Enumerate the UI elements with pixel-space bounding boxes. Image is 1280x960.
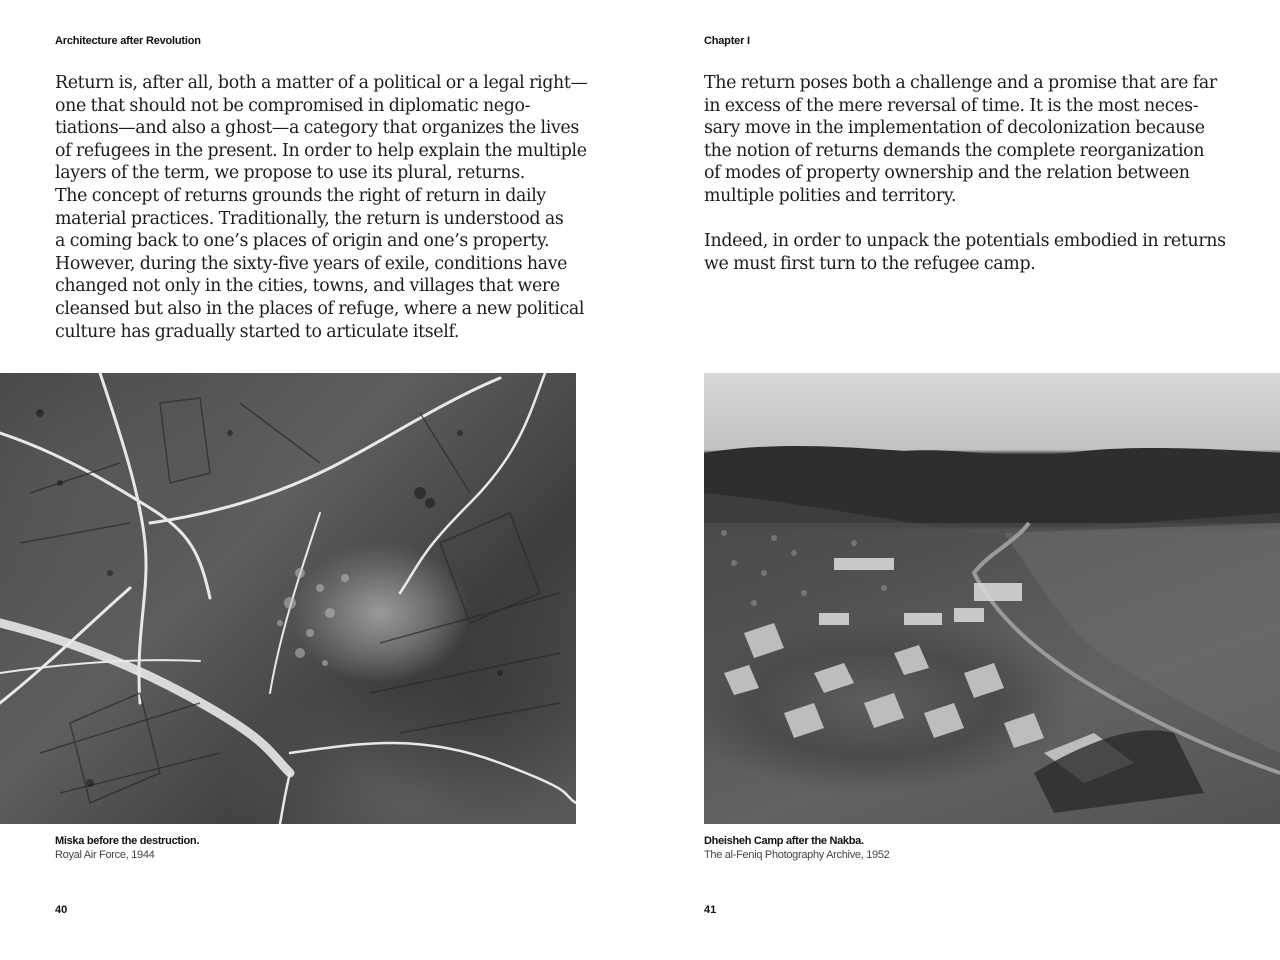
text-line: the notion of returns demands the complete reorganization [704, 140, 1205, 161]
text-line: cleansed but also in the places of refuge, where a new political [55, 298, 585, 319]
caption-credit: Royal Air Force, 1944 [55, 849, 155, 861]
text-line: The return poses both a challenge and a promise that are far [704, 73, 1217, 93]
text-line: one that should not be compromised in diplomatic nego- [55, 95, 531, 116]
text-line: a coming back to one’s places of origin and one’s property. [55, 231, 550, 252]
text-line: layers of the term, we propose to use its plural, returns. [55, 163, 525, 184]
text-line: The concept of returns grounds the right of return in daily [55, 185, 546, 206]
text-line: in excess of the mere reversal of time. It is the most neces- [704, 95, 1199, 116]
text-line: of modes of property ownership and the relation between [704, 163, 1190, 184]
text-line: of refugees in the present. In order to help explain the multiple [55, 140, 587, 161]
text-line: However, during the sixty-five years of exile, conditions have [55, 253, 568, 274]
right-page [640, 0, 1280, 960]
page-number: 40 [55, 904, 68, 916]
camp-photo-figure [704, 373, 1280, 824]
text-line: culture has gradually started to articulate itself. [55, 321, 460, 342]
camp-photograph [704, 373, 1280, 824]
figure-caption [704, 834, 890, 862]
body-text [55, 72, 600, 343]
running-head: Architecture after Revolution [55, 35, 201, 47]
text-line: Indeed, in order to unpack the potentials embodied in returns [704, 231, 1226, 252]
text-line: changed not only in the cities, towns, and villages that were [55, 276, 560, 297]
caption-title: Dheisheh Camp after the Nakba. [704, 835, 864, 847]
text-line: tiations—and also a ghost—a category that organizes the lives [55, 118, 579, 139]
caption-title: Miska before the destruction. [55, 835, 200, 847]
text-line: multiple polities and territory. [704, 185, 957, 206]
aerial-photo-figure [0, 373, 576, 824]
text-line: sary move in the implementation of decolonization because [704, 118, 1205, 139]
text-line: material practices. Traditionally, the return is understood as [55, 208, 564, 229]
figure-caption [55, 834, 199, 862]
body-text [704, 72, 1249, 275]
aerial-photo-detail [0, 373, 576, 824]
text-line: we must first turn to the refugee camp. [704, 253, 1036, 274]
text-line: Return is, after all, both a matter of a political or a legal right— [55, 73, 588, 93]
caption-credit: The al-Feniq Photography Archive, 1952 [704, 849, 890, 861]
running-head: Chapter I [704, 35, 750, 47]
camp-photo-detail [704, 373, 1280, 824]
aerial-photograph [0, 373, 576, 824]
paragraph-break [704, 208, 1249, 231]
page-number: 41 [704, 904, 717, 916]
